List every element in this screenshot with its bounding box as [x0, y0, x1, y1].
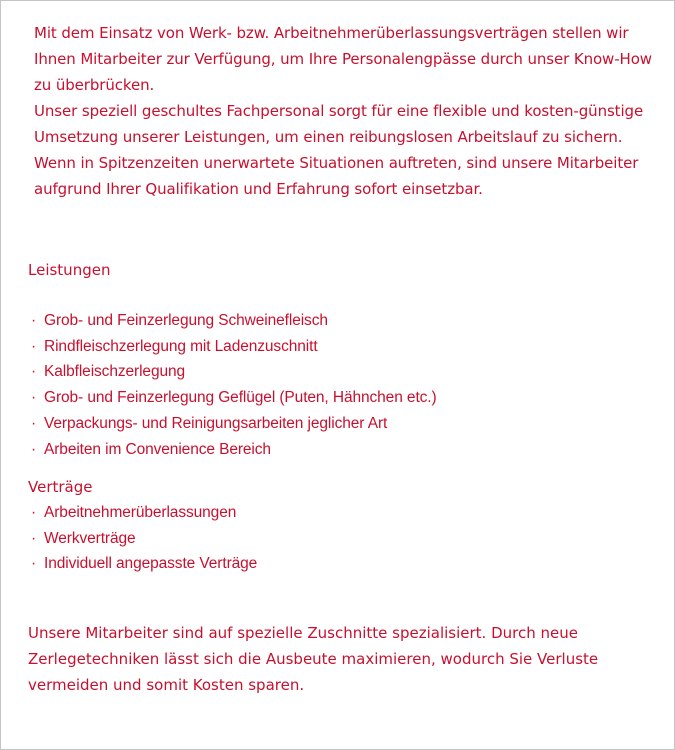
- bullet: ·: [31, 389, 37, 407]
- list-item: [31, 437, 437, 463]
- list-item: [31, 334, 437, 360]
- list-item: [31, 385, 437, 411]
- bullet: ·: [31, 529, 37, 547]
- bullet: ·: [31, 312, 37, 329]
- intro-text: [34, 20, 654, 202]
- list-item-label: Kalbfleischzerlegung: [44, 363, 186, 381]
- vertraege-list: [31, 500, 257, 577]
- list-item: [31, 411, 437, 437]
- list-item: [31, 500, 257, 526]
- list-item-label: Werkverträge: [44, 529, 136, 547]
- leistungen-list: [31, 308, 437, 462]
- bullet: ·: [31, 440, 37, 458]
- list-item: [31, 359, 437, 385]
- bullet: ·: [31, 363, 37, 381]
- list-item: [31, 526, 257, 552]
- list-item-label: Rindfleischzerlegung mit Ladenzuschnitt: [44, 337, 318, 355]
- list-item-label: Arbeitnehmerüberlassungen: [44, 504, 237, 521]
- list-item-label: Arbeiten im Convenience Bereich: [44, 440, 271, 458]
- list-item-label: Individuell angepasste Verträge: [44, 555, 258, 573]
- intro-paragraph: Mit dem Einsatz von Werk- bzw. Arbeitnehmerüberlassungsverträgen stellen wir Ihnen Mitarbeiter zur Verfügung, um Ihre Personalengpässe durch unser Know-How zu überbrücken.: [34, 24, 652, 94]
- intro-paragraph: Unser speziell geschultes Fachpersonal sorgt für eine flexible und kosten-günstige Umsetzung unserer Leistungen, um einen reibungslosen Arbeitslauf zu sichern.: [34, 102, 644, 146]
- list-item-label: Grob- und Feinzerlegung Geflügel (Puten, Hähnchen etc.): [44, 389, 437, 407]
- list-item-label: Verpackungs- und Reinigungsarbeiten jeglicher Art: [44, 414, 388, 432]
- section-title-vertraege: Verträge: [28, 478, 93, 496]
- list-item: [31, 551, 257, 577]
- intro-paragraph: Wenn in Spitzenzeiten unerwartete Situationen auftreten, sind unsere Mitarbeiter aufgrund Ihrer Qualifikation und Erfahrung sofort einsetzbar.: [34, 154, 639, 198]
- bullet: ·: [31, 555, 37, 573]
- bullet: ·: [31, 414, 37, 432]
- list-item-label: Grob- und Feinzerlegung Schweinefleisch: [44, 312, 328, 329]
- bullet: ·: [31, 337, 37, 355]
- bullet: ·: [31, 504, 37, 521]
- section-title-leistungen: Leistungen: [28, 261, 111, 279]
- list-item: [31, 308, 437, 334]
- closing-paragraph: Unsere Mitarbeiter sind auf spezielle Zuschnitte spezialisiert. Durch neue Zerlegetechniken lässt sich die Ausbeute maximieren, wodurch Sie Verluste vermeiden und somit Kosten sparen.: [28, 624, 599, 694]
